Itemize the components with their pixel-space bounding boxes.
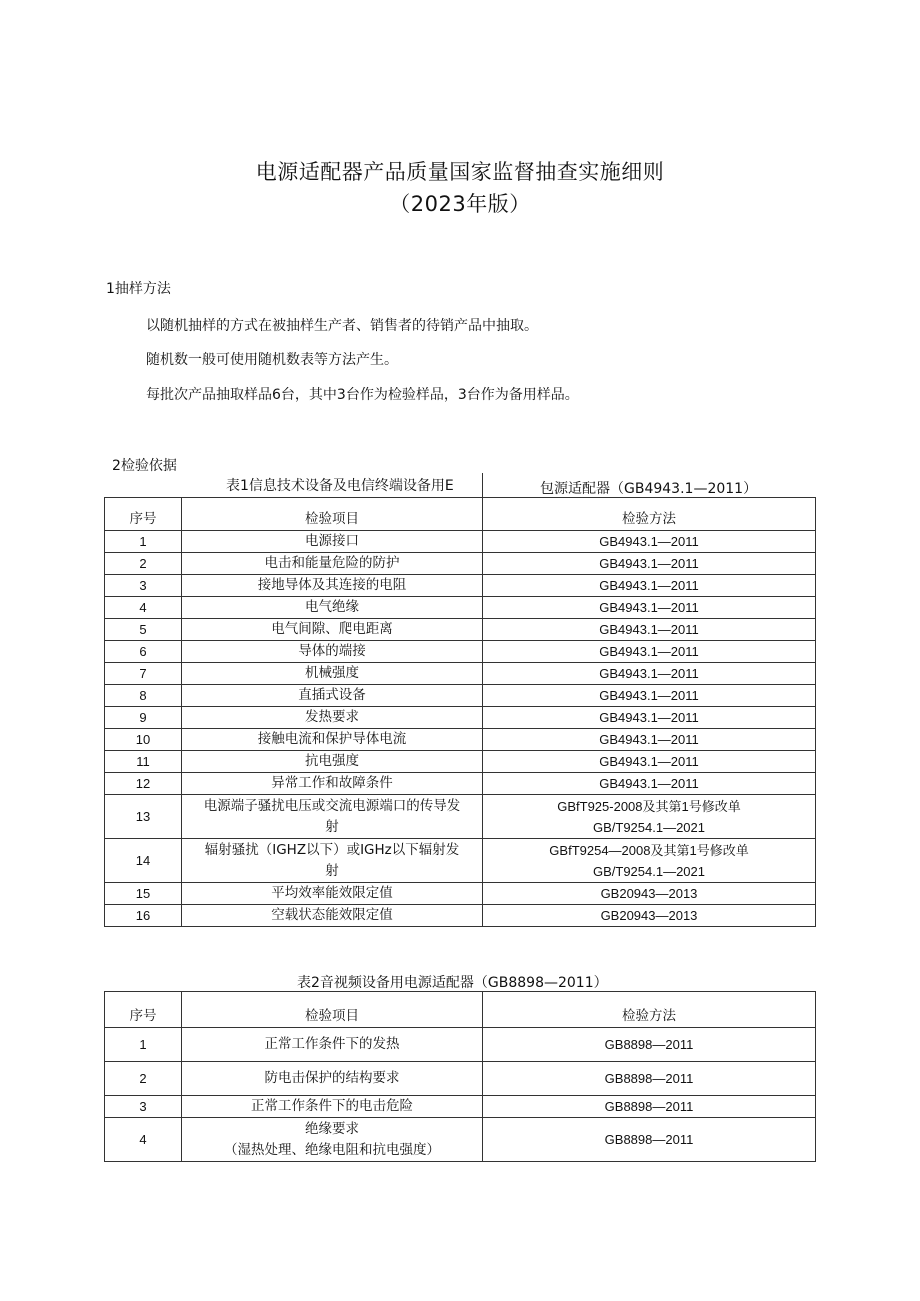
table-row: [105, 707, 816, 729]
row-item: [182, 1118, 483, 1162]
row-method: GB8898—2011: [483, 1096, 816, 1118]
row-seq: 14: [105, 839, 182, 883]
row-seq: 9: [105, 707, 182, 729]
row-method: GB4943.1—2011: [483, 575, 816, 597]
table-row: [105, 553, 816, 575]
table-row: [105, 1118, 816, 1162]
table1-caption-right: 包源适配器（GB4943.1—2011）: [540, 481, 758, 497]
table1-caption-left: 表1信息技术设备及电信终端设备用E: [226, 478, 454, 494]
header-seq: 序号: [105, 498, 182, 531]
row-seq: 8: [105, 685, 182, 707]
header-method: 检验方法: [483, 498, 816, 531]
row-item: 机械强度: [182, 663, 483, 685]
header-item: 检验项目: [182, 992, 483, 1028]
table-row: [105, 531, 816, 553]
header-item: 检验项目: [182, 498, 483, 531]
row-method: GB8898—2011: [483, 1028, 816, 1062]
table-row: [105, 773, 816, 795]
row-seq: 10: [105, 729, 182, 751]
row-seq: 3: [105, 575, 182, 597]
paragraph: 随机数一般可使用随机数表等方法产生。: [146, 352, 398, 368]
table-row: [105, 685, 816, 707]
row-item-line: （湿热处理、绝缘电阻和抗电强度）: [224, 1141, 440, 1158]
row-method: GB4943.1—2011: [483, 619, 816, 641]
row-item: 电气间隙、爬电距离: [182, 619, 483, 641]
table-row: [105, 1096, 816, 1118]
row-item: 电击和能量危险的防护: [182, 553, 483, 575]
row-method-line: GB/T9254.1—2021: [592, 819, 706, 835]
row-method: GB4943.1—2011: [483, 597, 816, 619]
row-seq: 2: [105, 1062, 182, 1096]
row-seq: 16: [105, 905, 182, 927]
row-item: 防电击保护的结构要求: [182, 1062, 483, 1096]
row-method: GB4943.1—2011: [483, 641, 816, 663]
row-item-line: 辐射骚扰（IGHZ以下）或IGHz以下辐射发: [204, 841, 460, 858]
header-seq: 序号: [105, 992, 182, 1028]
row-method-line: GB/T9254.1—2021: [592, 863, 706, 879]
row-method: GB4943.1—2011: [483, 773, 816, 795]
paragraph: 以随机抽样的方式在被抽样生产者、销售者的待销产品中抽取。: [146, 318, 538, 334]
table-row: [105, 905, 816, 927]
row-item: 空载状态能效限定值: [182, 905, 483, 927]
row-seq: 5: [105, 619, 182, 641]
table-row: [105, 1062, 816, 1096]
row-item: 平均效率能效限定值: [182, 883, 483, 905]
row-item-line: 绝缘要求: [305, 1120, 359, 1137]
row-item: 接地导体及其连接的电阻: [182, 575, 483, 597]
row-method: GB4943.1—2011: [483, 685, 816, 707]
row-method: [483, 839, 816, 883]
table-row: [105, 575, 816, 597]
row-item: 电源接口: [182, 531, 483, 553]
row-seq: 4: [105, 597, 182, 619]
row-item-line: 电源端子骚扰电压或交流电源端口的传导发: [203, 797, 461, 814]
row-seq: 11: [105, 751, 182, 773]
row-method: GB8898—2011: [483, 1118, 816, 1162]
table-row: [105, 751, 816, 773]
row-item: 正常工作条件下的发热: [182, 1028, 483, 1062]
document-edition: （2023年版）: [389, 192, 531, 216]
table2-caption: 表2音视频设备用电源适配器（GB8898—2011）: [297, 975, 608, 991]
row-method: GB4943.1—2011: [483, 707, 816, 729]
table-row: [105, 839, 816, 883]
row-seq: 1: [105, 531, 182, 553]
row-seq: 13: [105, 795, 182, 839]
row-item: 异常工作和故障条件: [182, 773, 483, 795]
table-header-row: [105, 992, 816, 1028]
row-item-line: 射: [325, 818, 339, 835]
row-seq: 4: [105, 1118, 182, 1162]
row-item: 导体的端接: [182, 641, 483, 663]
table-row: [105, 795, 816, 839]
row-seq: 2: [105, 553, 182, 575]
row-method: GB20943—2013: [483, 905, 816, 927]
row-method: GB4943.1—2011: [483, 663, 816, 685]
table-row: [105, 597, 816, 619]
inspection-table-2: [104, 991, 816, 1162]
row-method-line: GBfT9254—2008及其第1号修改单: [549, 842, 749, 858]
row-method-line: GBfT925-2008及其第1号修改单: [557, 798, 741, 814]
header-method: 检验方法: [483, 992, 816, 1028]
table-row: [105, 641, 816, 663]
row-item: 接触电流和保护导体电流: [182, 729, 483, 751]
row-method: GB4943.1—2011: [483, 531, 816, 553]
row-method: [483, 795, 816, 839]
row-item-line: 射: [325, 862, 339, 879]
row-method: GB4943.1—2011: [483, 553, 816, 575]
row-method: GB20943—2013: [483, 883, 816, 905]
row-seq: 15: [105, 883, 182, 905]
paragraph: 每批次产品抽取样品6台，其中3台作为检验样品，3台作为备用样品。: [146, 387, 579, 403]
row-item: [182, 795, 483, 839]
table-row: [105, 729, 816, 751]
row-seq: 6: [105, 641, 182, 663]
row-seq: 1: [105, 1028, 182, 1062]
row-seq: 3: [105, 1096, 182, 1118]
row-method: GB4943.1—2011: [483, 729, 816, 751]
row-item: 抗电强度: [182, 751, 483, 773]
row-seq: 12: [105, 773, 182, 795]
row-item: 正常工作条件下的电击危险: [182, 1096, 483, 1118]
table-header-row: [105, 498, 816, 531]
section-1-heading: 1抽样方法: [106, 281, 171, 297]
row-method: GB4943.1—2011: [483, 751, 816, 773]
table-row: [105, 663, 816, 685]
section-2-heading: 2检验依据: [112, 458, 177, 474]
table-row: [105, 883, 816, 905]
caption-divider: [482, 473, 483, 497]
document-title: 电源适配器产品质量国家监督抽查实施细则: [255, 160, 665, 184]
row-item: 直插式设备: [182, 685, 483, 707]
row-seq: 7: [105, 663, 182, 685]
row-item: [182, 839, 483, 883]
row-method: GB8898—2011: [483, 1062, 816, 1096]
row-item: 发热要求: [182, 707, 483, 729]
inspection-table-1: [104, 497, 816, 927]
table-row: [105, 619, 816, 641]
row-item: 电气绝缘: [182, 597, 483, 619]
table-row: [105, 1028, 816, 1062]
